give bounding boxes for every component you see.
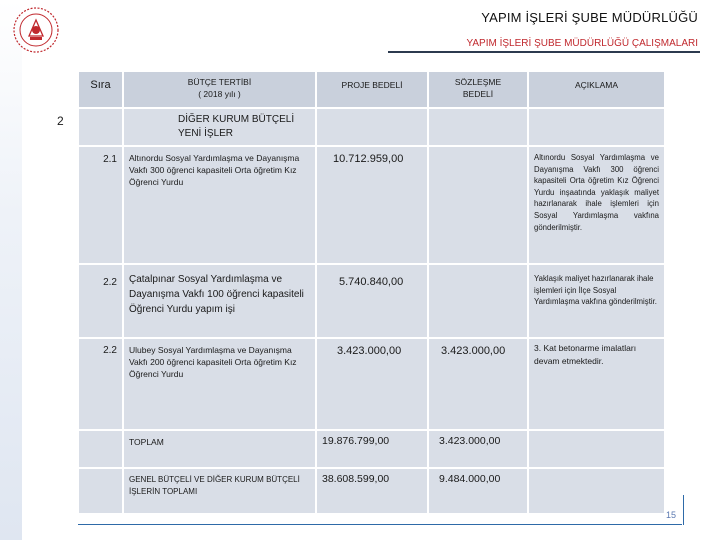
section-number: 2 [57, 114, 64, 128]
grand-total-row [78, 468, 665, 514]
footer-line [78, 524, 682, 525]
row-number: 2.2 [78, 338, 123, 430]
row-proje-bedeli: 5.740.840,00 [316, 264, 428, 338]
page-subtitle: YAPIM İŞLERİ ŞUBE MÜDÜRLÜĞÜ ÇALIŞMALARI [466, 38, 698, 49]
ministry-logo-icon [12, 6, 60, 54]
header-divider [388, 51, 700, 53]
section-cell-empty [316, 108, 428, 146]
table-row [78, 338, 665, 430]
row-number: 2.1 [78, 146, 123, 264]
header-butce [123, 71, 316, 108]
row-aciklama: Yaklaşık maliyet hazırlanarak ihale işlemleri için İlçe Sosyal Yardımlaşma vakfına gönderilmiştir. [528, 264, 665, 338]
total-label: TOPLAM [123, 430, 316, 468]
header-aciklama: AÇIKLAMA [528, 71, 665, 108]
table-row [78, 264, 665, 338]
left-decorative-bar [0, 0, 22, 540]
section-title: DİĞER KURUM BÜTÇELİ YENİ İŞLER [123, 108, 316, 146]
footer-vertical-line [683, 495, 684, 525]
projects-table [78, 71, 665, 521]
table-row [78, 146, 665, 264]
table-header-row [78, 71, 665, 108]
grand-total-cell-empty [528, 468, 665, 514]
header-sozlesme: SÖZLEŞME BEDELİ [428, 71, 528, 108]
section-cell-empty [78, 108, 123, 146]
page-title: YAPIM İŞLERİ ŞUBE MÜDÜRLÜĞÜ [481, 10, 698, 25]
grand-total-proje: 38.608.599,00 [316, 468, 428, 514]
header-butce-year: ( 2018 yılı ) [198, 89, 241, 99]
row-aciklama: 3. Kat betonarme imalatları devam etmektedir. [528, 338, 665, 430]
row-sozlesme-bedeli: 3.423.000,00 [428, 338, 528, 430]
grand-total-sozlesme: 9.484.000,00 [428, 468, 528, 514]
row-description: Altınordu Sosyal Yardımlaşma ve Dayanışma Vakfı 300 öğrenci kapasiteli Orta öğretim Kız Öğrenci Yurdu [123, 146, 316, 264]
total-row [78, 430, 665, 468]
header-proje: PROJE BEDELİ [316, 71, 428, 108]
grand-total-cell-empty [78, 468, 123, 514]
header-sira: Sıra [78, 71, 123, 108]
row-sozlesme-bedeli [428, 146, 528, 264]
grand-total-label: GENEL BÜTÇELİ VE DİĞER KURUM BÜTÇELİ İŞLERİN TOPLAMI [123, 468, 316, 514]
row-proje-bedeli: 3.423.000,00 [316, 338, 428, 430]
total-cell-empty [78, 430, 123, 468]
row-aciklama: Altınordu Sosyal Yardımlaşma ve Dayanışma Vakfı 300 öğrenci kapasiteli Orta öğretim Kız Öğrenci Yurdu inşaatında yaklaşık maliyet hazırlanarak ihale işlemleri için Sosyal Yardımlaşma vakfına gönderilmiştir. [528, 146, 665, 264]
total-sozlesme: 3.423.000,00 [428, 430, 528, 468]
section-row [78, 108, 665, 146]
row-description: Çatalpınar Sosyal Yardımlaşma ve Dayanışma Vakfı 100 öğrenci kapasiteli Öğrenci Yurdu yapım işi [123, 264, 316, 338]
row-number: 2.2 [78, 264, 123, 338]
section-cell-empty [428, 108, 528, 146]
row-description: Ulubey Sosyal Yardımlaşma ve Dayanışma Vakfı 200 öğrenci kapasiteli Orta öğretim Kız Öğrenci Yurdu [123, 338, 316, 430]
total-proje: 19.876.799,00 [316, 430, 428, 468]
page-number: 15 [666, 510, 677, 520]
row-sozlesme-bedeli [428, 264, 528, 338]
section-cell-empty [528, 108, 665, 146]
total-cell-empty [528, 430, 665, 468]
header-butce-label: BÜTÇE TERTİBİ [187, 77, 252, 87]
row-proje-bedeli: 10.712.959,00 [316, 146, 428, 264]
